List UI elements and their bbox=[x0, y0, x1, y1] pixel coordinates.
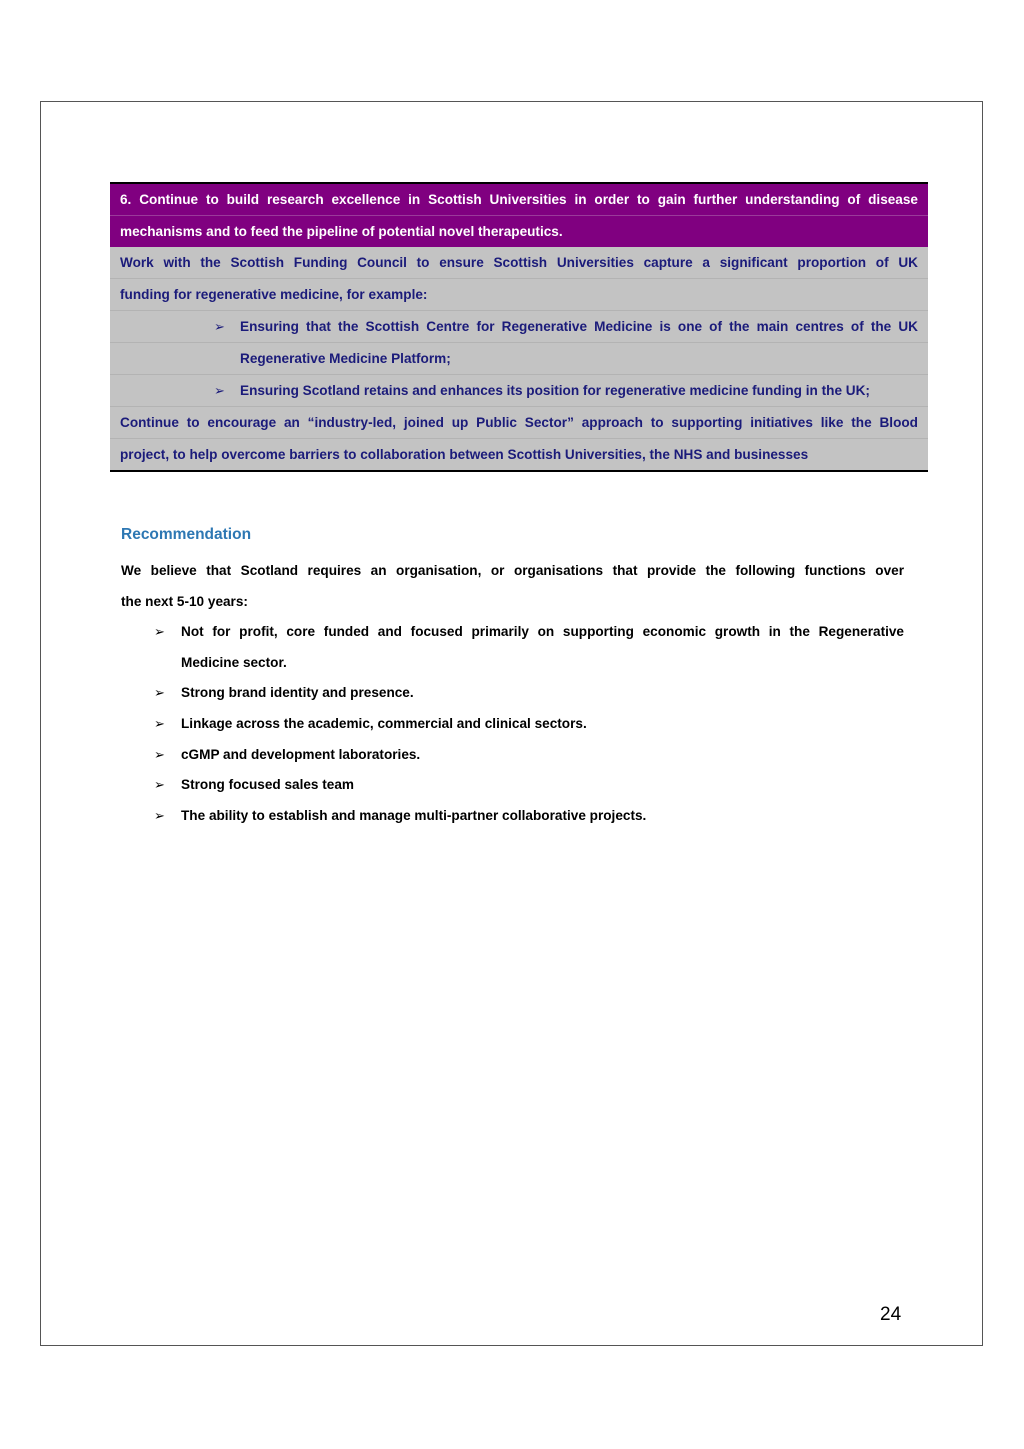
recommendation-intro-line: We believe that Scotland requires an organisation, or organisations that provide the following functions over bbox=[121, 563, 904, 578]
table-bullet-item bbox=[110, 311, 928, 343]
table-bullet-item bbox=[110, 375, 928, 407]
intro-line: Work with the Scottish Funding Council to ensure Scottish Universities capture a significant proportion of UK bbox=[110, 247, 928, 279]
header-line: 6. Continue to build research excellence in Scottish Universities in order to gain further understanding of disease bbox=[110, 184, 928, 216]
closing-line: project, to help overcome barriers to collaboration between Scottish Universities, the NHS and businesses bbox=[120, 447, 809, 462]
arrow-bullet-icon: ➢ bbox=[154, 747, 165, 762]
header-line: mechanisms and to feed the pipeline of potential novel therapeutics. bbox=[110, 216, 928, 247]
arrow-bullet-icon: ➢ bbox=[154, 808, 165, 823]
recommendation-item: Strong focused sales team bbox=[181, 777, 354, 792]
recommendation-item: cGMP and development laboratories. bbox=[181, 747, 421, 762]
recommendation-item: Linkage across the academic, commercial and clinical sectors. bbox=[181, 716, 587, 731]
arrow-bullet-icon: ➢ bbox=[154, 716, 165, 731]
arrow-bullet-icon: ➢ bbox=[154, 777, 165, 792]
bullet-text: Ensuring that the Scottish Centre for Regenerative Medicine is one of the main centres of the UK bbox=[240, 319, 918, 334]
arrow-bullet-icon: ➢ bbox=[154, 685, 165, 700]
bullet-text: Ensuring Scotland retains and enhances its position for regenerative medicine funding in the UK; bbox=[240, 383, 870, 398]
recommendation-item-continuation: Medicine sector. bbox=[181, 655, 287, 670]
recommendation-item: Strong brand identity and presence. bbox=[181, 685, 414, 700]
bullet-continuation: Regenerative Medicine Platform; bbox=[110, 343, 928, 375]
recommendation-item: Not for profit, core funded and focused primarily on supporting economic growth in the Regenerative bbox=[181, 624, 904, 639]
closing-line: Continue to encourage an “industry-led, joined up Public Sector” approach to supporting initiatives like the Blood bbox=[110, 407, 928, 439]
action-header bbox=[110, 184, 928, 247]
action-body bbox=[110, 247, 928, 470]
recommendation-heading: Recommendation bbox=[121, 526, 252, 543]
recommendation-intro-line: the next 5-10 years: bbox=[121, 594, 248, 609]
arrow-bullet-icon: ➢ bbox=[214, 383, 225, 398]
arrow-bullet-icon: ➢ bbox=[154, 624, 165, 639]
page-number: 24 bbox=[880, 1304, 902, 1325]
intro-line: funding for regenerative medicine, for example: bbox=[110, 279, 928, 311]
action-table bbox=[110, 182, 928, 472]
arrow-bullet-icon: ➢ bbox=[214, 319, 225, 334]
recommendation-item: The ability to establish and manage multi-partner collaborative projects. bbox=[181, 808, 647, 823]
